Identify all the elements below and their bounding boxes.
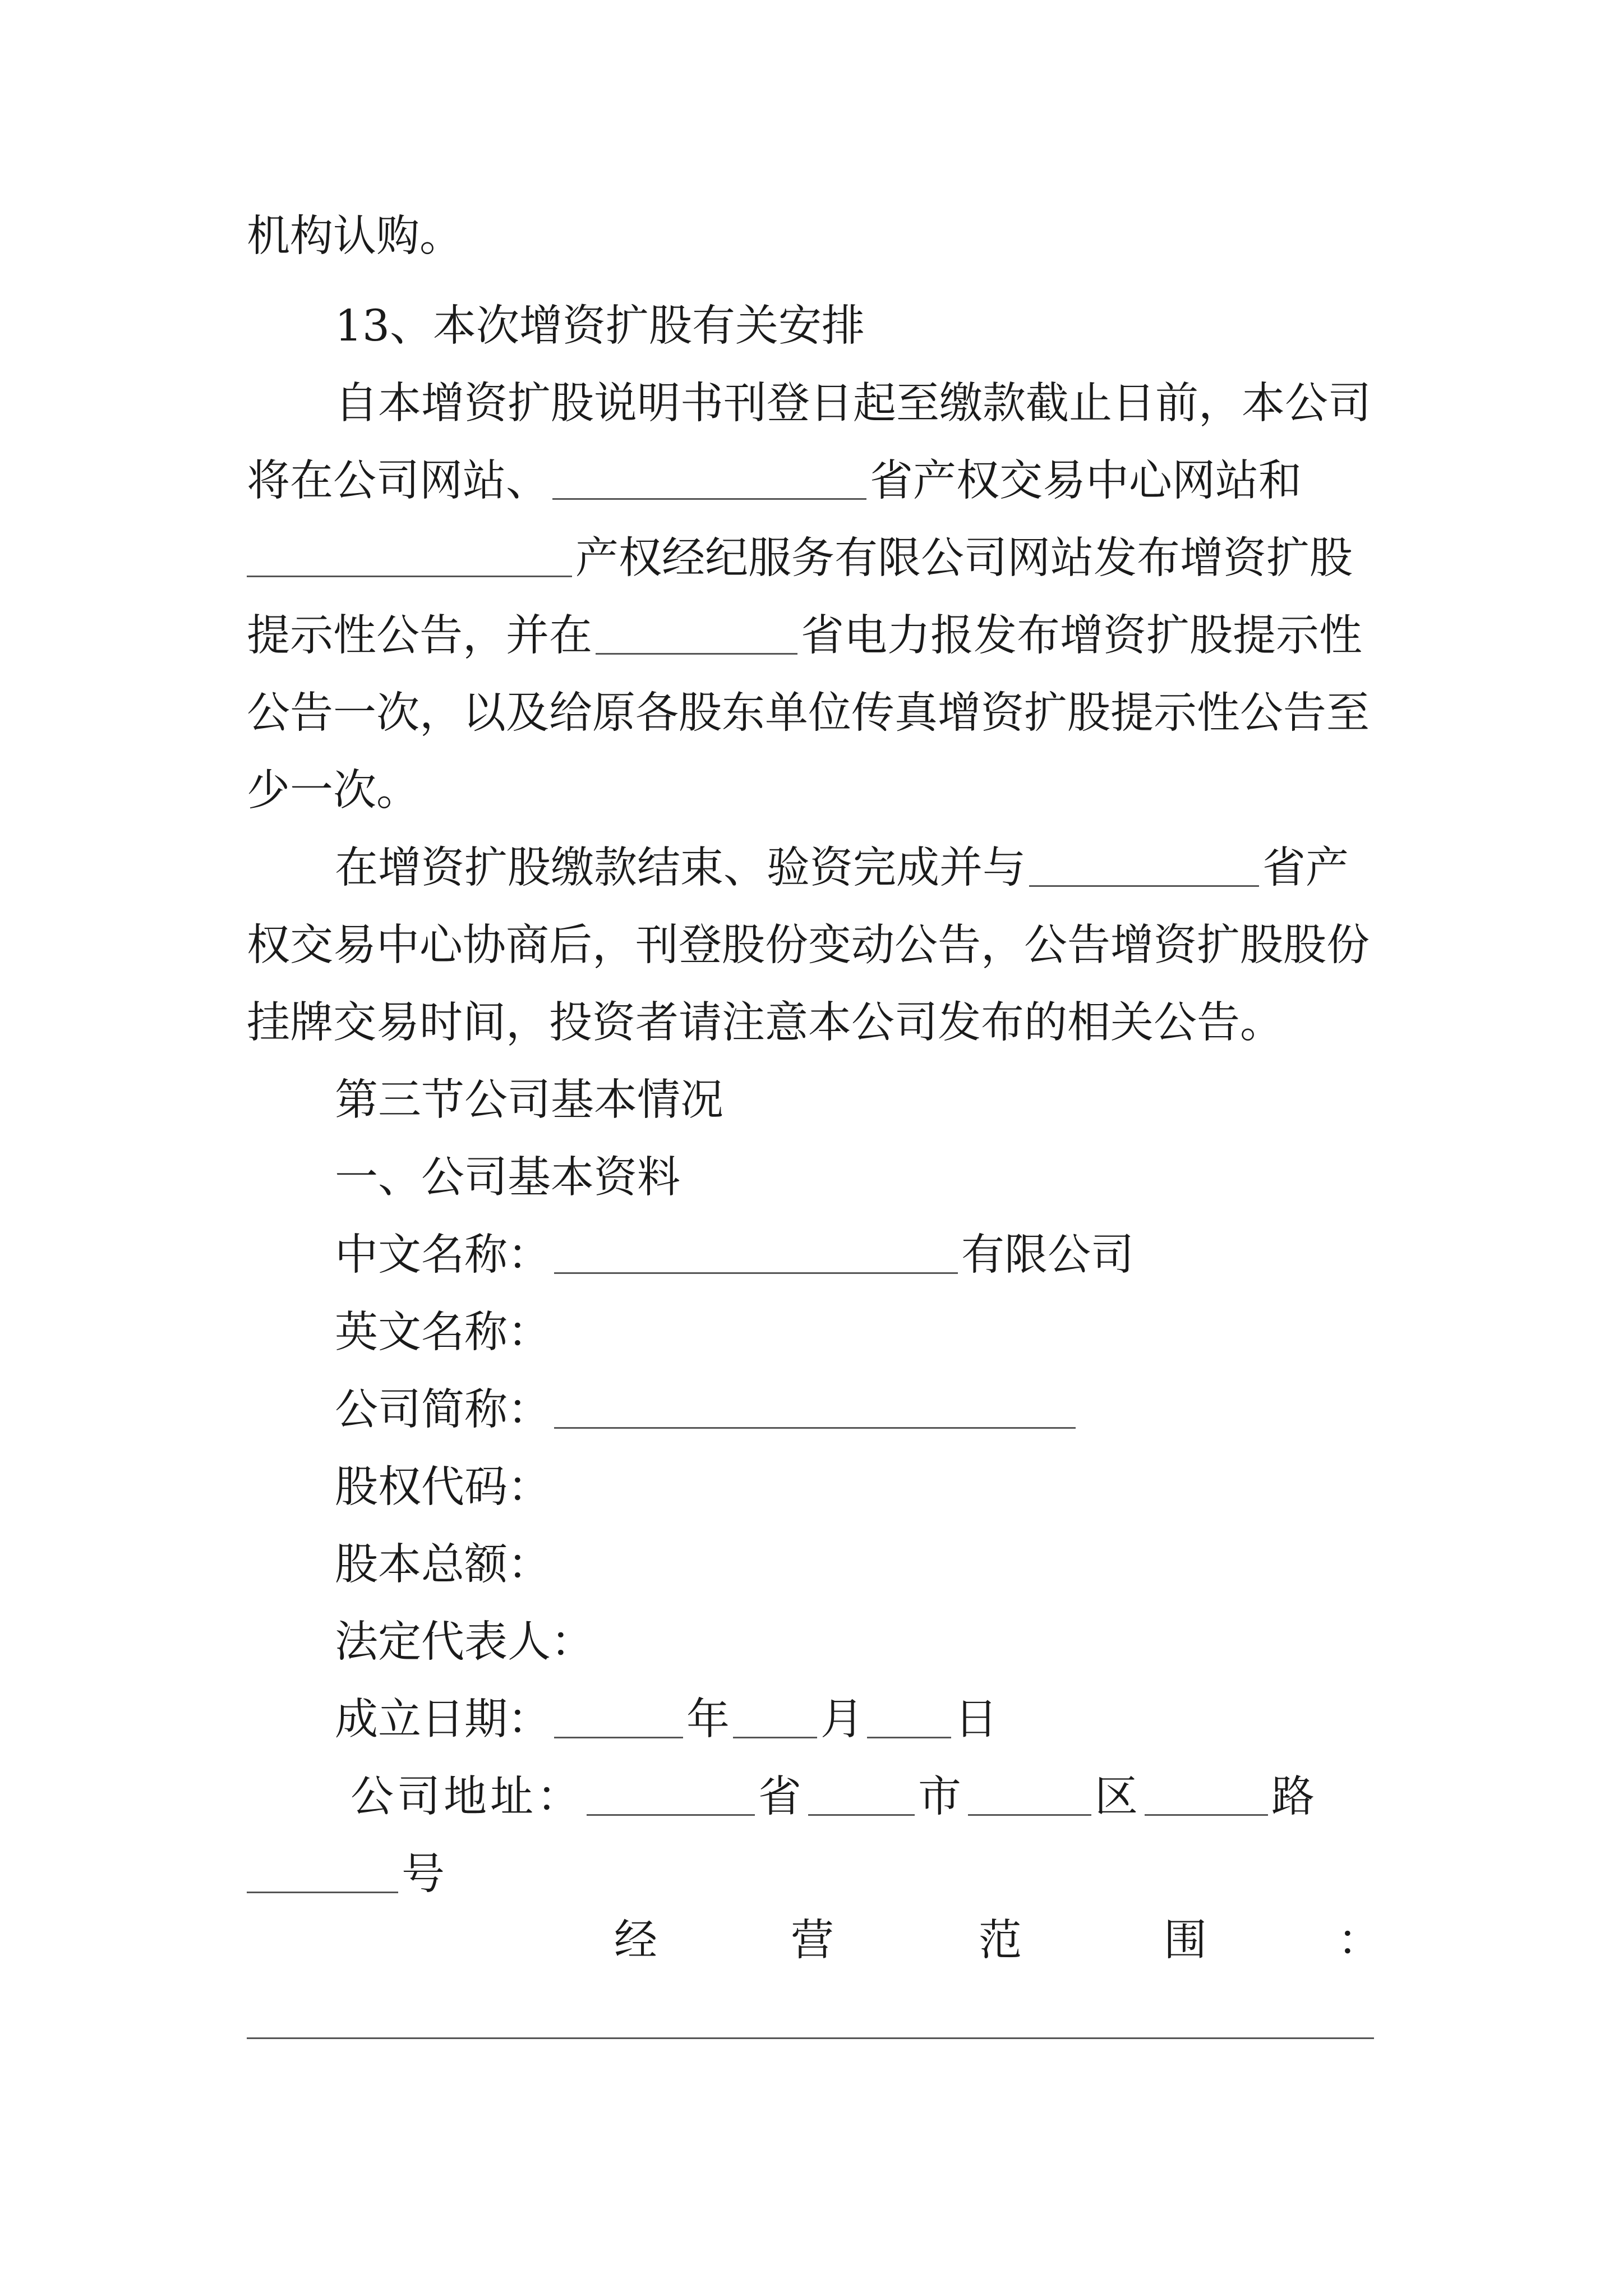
fill-blank [867,1697,951,1738]
text-segment: 年 [686,1695,730,1745]
paragraph-line: 少一次。 [247,766,419,816]
text-segment: 产权经纪服务有限公司网站发布增资扩股 [575,533,1353,583]
text-segment: 将在公司网站、 [247,456,549,506]
field-founding-date [335,1692,1473,1748]
text-segment: 日 [955,1695,998,1745]
fill-blank [247,536,572,577]
section-heading: 第三节公司基本情况 [335,1075,723,1125]
fill-blank [596,614,797,655]
subsection-heading: 一、公司基本资料 [335,1153,680,1203]
text-segment: 在增资扩股缴款结束、验资完成并与 [335,843,1026,893]
paragraph-line [247,453,1385,509]
field-address [351,1769,1385,1825]
text-segment: 省 [758,1772,805,1822]
fill-blank [808,1775,915,1816]
paragraph-line [335,840,1473,896]
fill-blank [1145,1775,1268,1816]
fill-blank [554,1697,683,1738]
fill-blank [552,459,866,500]
field-label: 公司地址： [351,1772,583,1822]
field-label: 公司简称： [335,1385,551,1435]
text-segment: 市 [918,1772,965,1822]
business-scope-char: 经 [614,1916,657,1966]
fill-blank [554,1388,1076,1429]
field-label: 成立日期： [335,1695,551,1745]
business-scope-char: 营 [791,1916,834,1966]
paragraph-line [247,531,1385,587]
field-short-name [335,1382,1473,1438]
paragraph-line: 机构认购。 [247,211,463,261]
fill-blank [733,1697,817,1738]
paragraph-line: 公告一次，以及给原各股东单位传真增资扩股提示性公告至 [247,688,1370,738]
text-segment: 区 [1095,1772,1141,1822]
paragraph-line: 挂牌交易时间，投资者请注意本公司发布的相关公告。 [247,998,1283,1048]
business-scope-char: ： [1338,1916,1381,1966]
paragraph-line: 自本增资扩股说明书刊登日起至缴款截止日前，本公司 [335,379,1371,429]
text-segment: 省产 [1262,843,1349,893]
text-segment: 省产权交易中心网站和 [870,456,1302,506]
field-address-continued [247,1847,1385,1903]
text-segment: 省电力报发布增资扩股提示性 [801,611,1362,661]
field-label: 中文名称： [335,1230,551,1280]
text-segment: 提示性公告，并在 [247,611,592,661]
fill-blank [247,1852,398,1893]
fill-blank [247,2037,1374,2039]
fill-blank [587,1775,755,1816]
business-scope-char: 范 [979,1916,1022,1966]
business-scope-char: 围 [1164,1916,1207,1966]
text-segment: 号 [402,1849,445,1899]
fill-blank [1029,846,1259,887]
field-english-name: 英文名称： [335,1308,551,1358]
field-legal-representative: 法定代表人： [335,1617,594,1667]
field-total-capital: 股本总额： [335,1540,551,1590]
fill-blank [968,1775,1091,1816]
fill-blank [554,1233,958,1274]
paragraph-line [247,608,1385,664]
text-segment: 有限公司 [961,1230,1134,1280]
field-equity-code: 股权代码： [335,1462,551,1512]
field-chinese-name [335,1227,1473,1283]
text-segment: 路 [1271,1772,1318,1822]
paragraph-line: 权交易中心协商后，刊登股份变动公告，公告增资扩股股份 [247,921,1370,970]
section-heading: 13、本次增资扩股有关安排 [335,301,865,351]
text-segment: 月 [820,1695,864,1745]
